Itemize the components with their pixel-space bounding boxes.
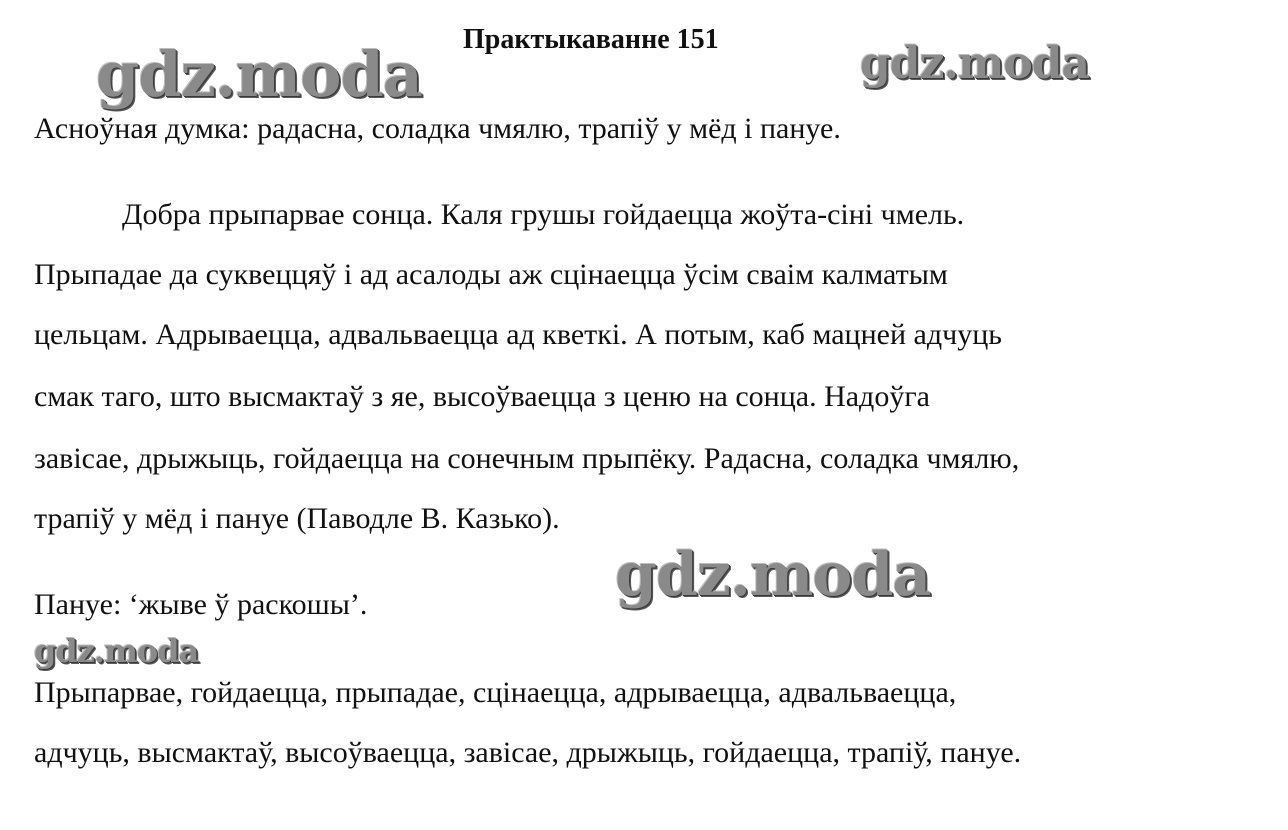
text-fragment: Прыпадае да сукве: [34, 258, 276, 291]
text-line: [34, 258, 948, 292]
page-title: Практыкаванне 151: [463, 24, 719, 55]
text-line: цельцам. Адрываецца, адвальваецца ад кветкі. А потым, каб мацней адчуць: [34, 318, 1002, 351]
gloss: Пануе: ‘жыве ў раскошы’.: [34, 588, 368, 621]
verbs-line: Прыпарвае, гойдаецца, прыпадае, сцінаецца, адрываецца, адвальваецца,: [34, 676, 957, 709]
watermark: gdz.moda: [615, 540, 931, 610]
main-idea: Асноўная думка: радасна, соладка чмялю, трапіў у мёд і пануе.: [34, 112, 841, 145]
watermark: gdz.moda: [96, 38, 422, 111]
text-line: трапіў у мёд і пануе (Паводле В. Казько).: [34, 502, 560, 535]
verbs-line: адчуць, высмактаў, высоўваецца, завісае, дрыжыць, гойдаецца, трапіў, пануе.: [34, 736, 1022, 769]
watermark: gdz.moda: [860, 38, 1090, 89]
text-fragment: ццяў і ад асалоды аж сцінаецца ўсім сваім калматым: [275, 258, 948, 291]
text-line: завісае, дрыжыць, гойдаецца на сонечным прыпёку. Радасна, соладка чмялю,: [34, 442, 1020, 475]
text-line: смак таго, што высмактаў з яе, высоўваецца з ценю на сонца. Надоўга: [34, 380, 930, 413]
watermark: gdz.moda: [34, 632, 199, 670]
text-line: Добра прыпарвае сонца. Каля грушы гойдаецца жоўта-сіні чмель.: [122, 198, 965, 231]
